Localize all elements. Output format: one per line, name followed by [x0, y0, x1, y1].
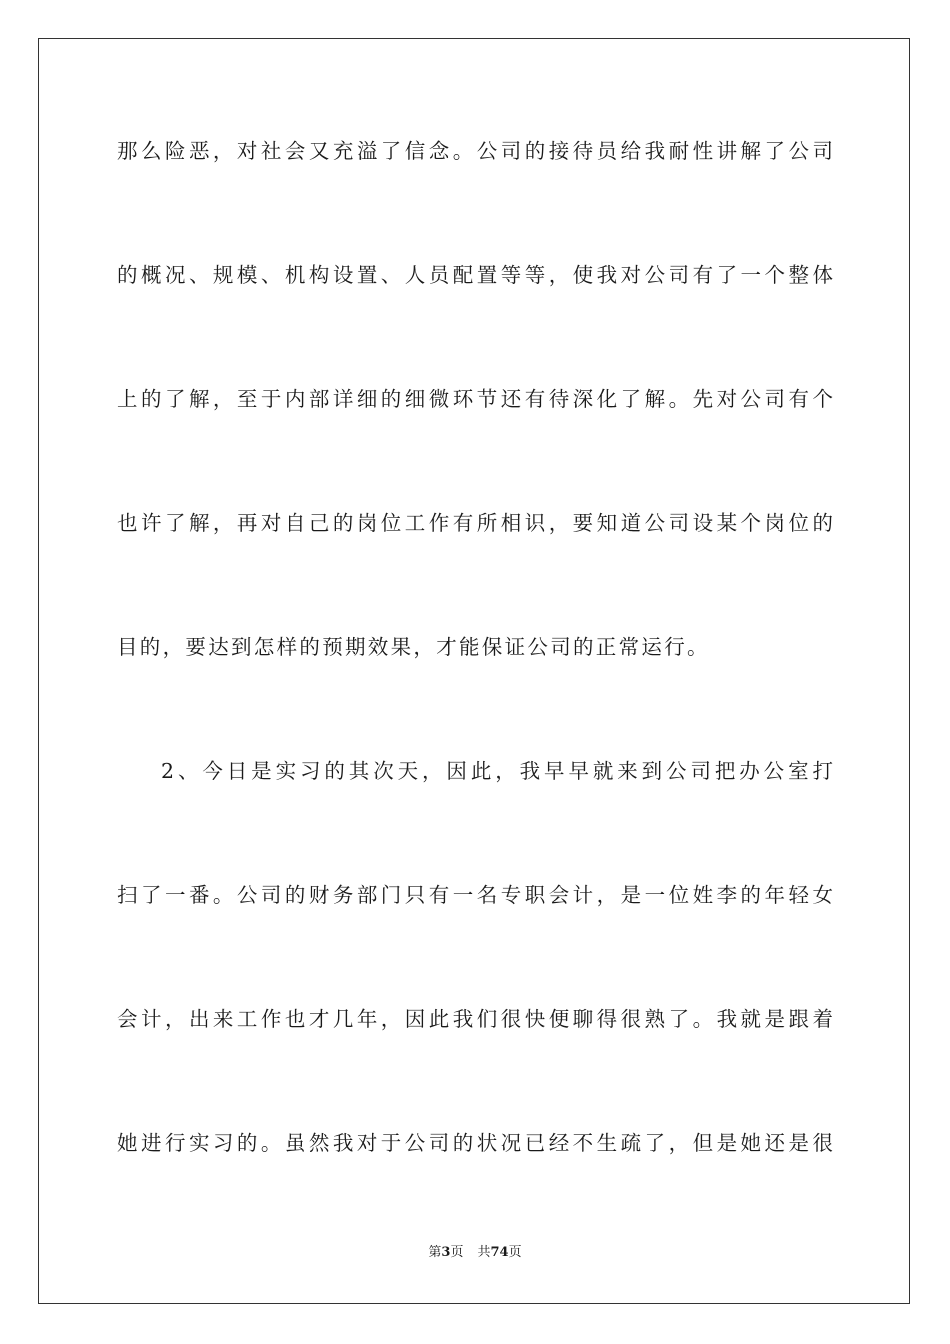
page-border: [38, 38, 910, 1304]
text-line-3: 上的了解，至于内部详细的细微环节还有待深化了解。先对公司有个: [117, 387, 833, 411]
page-number: 3: [441, 1245, 451, 1260]
text-line-5: 目的，要达到怎样的预期效果，才能保证公司的正常运行。: [117, 635, 710, 659]
page-prefix: 第: [428, 1245, 442, 1260]
text-line-4: 也许了解，再对自己的岗位工作有所相识，要知道公司设某个岗位的: [117, 511, 833, 535]
text-line-1: 那么险恶，对社会又充溢了信念。公司的接待员给我耐性讲解了公司: [117, 139, 833, 163]
text-line-8: 会计，出来工作也才几年，因此我们很快便聊得很熟了。我就是跟着: [117, 1007, 833, 1031]
text-line-2: 的概况、规模、机构设置、人员配置等等，使我对公司有了一个整体: [117, 263, 833, 287]
page-footer: [0, 1244, 950, 1262]
text-line-9: 她进行实习的。虽然我对于公司的状况已经不生疏了，但是她还是很: [117, 1131, 833, 1155]
page-suffix: 页: [450, 1245, 464, 1260]
total-suffix: 页: [508, 1245, 522, 1260]
text-line-6: 2、今日是实习的其次天，因此，我早早就来到公司把办公室打: [161, 759, 833, 783]
total-pages: 74: [490, 1245, 509, 1260]
total-prefix: 共: [477, 1245, 491, 1260]
text-line-7: 扫了一番。公司的财务部门只有一名专职会计，是一位姓李的年轻女: [117, 883, 833, 907]
